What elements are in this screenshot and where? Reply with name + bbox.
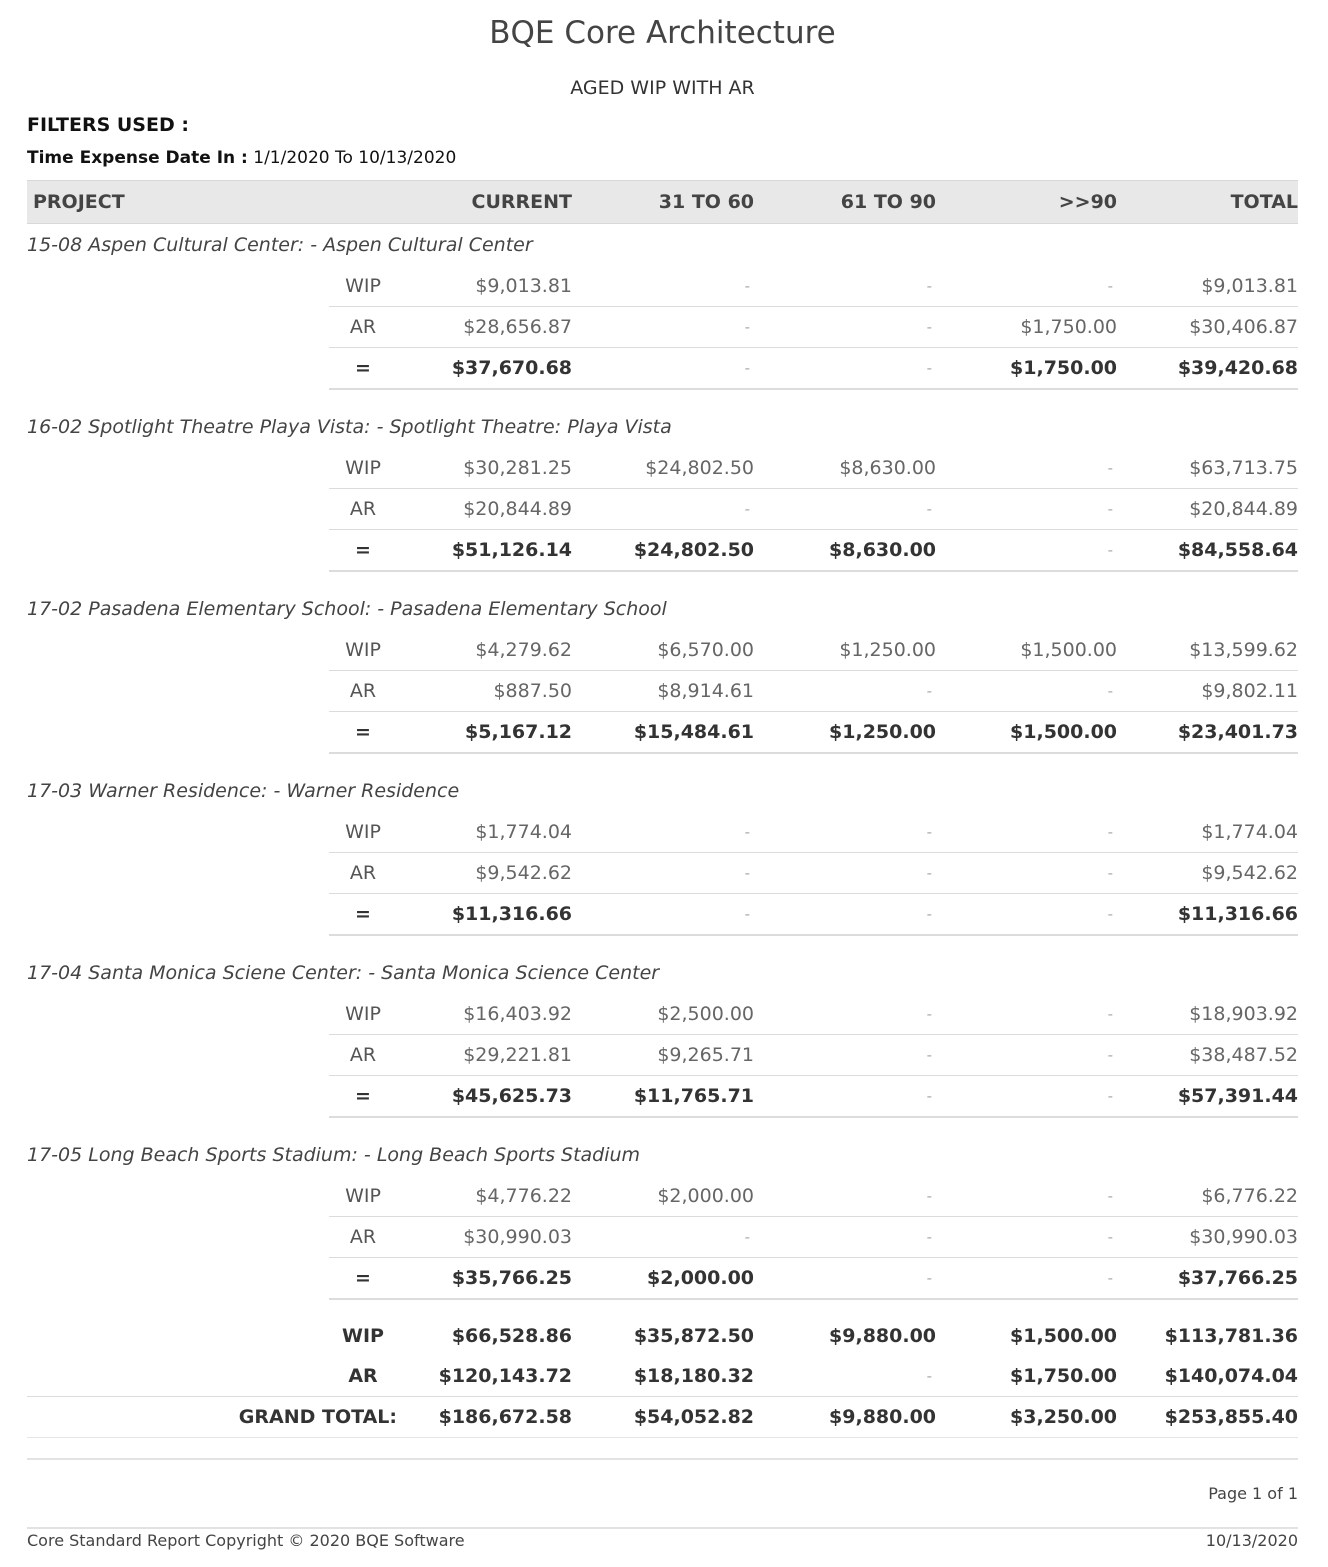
amount-cell: $23,401.73 bbox=[1117, 712, 1298, 754]
row-label: = bbox=[329, 348, 397, 390]
project-name[interactable]: 17-04 Santa Monica Sciene Center: - Santa Monica Science Center bbox=[27, 962, 660, 984]
amount-cell: - bbox=[936, 812, 1117, 853]
amount-cell: $20,844.89 bbox=[1117, 489, 1298, 530]
project-ar-row bbox=[27, 1217, 1298, 1258]
indent-cell bbox=[27, 671, 329, 712]
column-header[interactable]: PROJECT bbox=[27, 181, 397, 224]
amount-cell: - bbox=[936, 448, 1117, 489]
amount-cell: $9,013.81 bbox=[1117, 266, 1298, 307]
project-wip-row bbox=[27, 1176, 1298, 1217]
amount-cell: $30,281.25 bbox=[397, 448, 572, 489]
spacer-cell bbox=[27, 1117, 1298, 1134]
project-row bbox=[27, 1134, 1298, 1176]
project-name[interactable]: 17-02 Pasadena Elementary School: - Pasadena Elementary School bbox=[27, 598, 667, 620]
amount-cell: - bbox=[754, 307, 936, 348]
row-label: WIP bbox=[329, 812, 397, 853]
project-ar-row bbox=[27, 307, 1298, 348]
amount-cell: $8,914.61 bbox=[572, 671, 754, 712]
project-row bbox=[27, 952, 1298, 994]
amount-cell: - bbox=[754, 1258, 936, 1300]
grand-total-label: GRAND TOTAL: bbox=[27, 1397, 397, 1438]
total-wip-row bbox=[27, 1316, 1298, 1356]
amount-cell: $6,570.00 bbox=[572, 630, 754, 671]
indent-cell bbox=[27, 1035, 329, 1076]
group-spacer bbox=[27, 753, 1298, 770]
amount-cell: - bbox=[754, 853, 936, 894]
group-spacer bbox=[27, 571, 1298, 588]
report-body bbox=[27, 224, 1298, 1438]
row-label: AR bbox=[329, 1035, 397, 1076]
page-number: Page 1 of 1 bbox=[1208, 1484, 1298, 1503]
amount-cell: $16,403.92 bbox=[397, 994, 572, 1035]
amount-cell: $29,221.81 bbox=[397, 1035, 572, 1076]
amount-cell: - bbox=[936, 853, 1117, 894]
amount-cell: - bbox=[936, 894, 1117, 936]
total-ar-row bbox=[27, 1356, 1298, 1397]
amount-cell: - bbox=[936, 1176, 1117, 1217]
amount-cell: $38,487.52 bbox=[1117, 1035, 1298, 1076]
indent-cell bbox=[27, 307, 329, 348]
amount-cell: - bbox=[754, 894, 936, 936]
amount-cell: $84,558.64 bbox=[1117, 530, 1298, 572]
total-label: WIP bbox=[342, 1325, 384, 1347]
amount-cell: $1,774.04 bbox=[1117, 812, 1298, 853]
indent-cell bbox=[27, 812, 329, 853]
indent-cell bbox=[27, 1258, 329, 1300]
aged-wip-table bbox=[27, 180, 1298, 1438]
spacer-cell bbox=[27, 753, 1298, 770]
amount-cell: $11,765.71 bbox=[572, 1076, 754, 1118]
row-label: AR bbox=[329, 1217, 397, 1258]
amount-cell: $24,802.50 bbox=[572, 448, 754, 489]
row-label: WIP bbox=[329, 994, 397, 1035]
amount-cell: - bbox=[936, 530, 1117, 572]
amount-cell: $30,406.87 bbox=[1117, 307, 1298, 348]
amount-cell: - bbox=[572, 266, 754, 307]
amount-cell: $4,279.62 bbox=[397, 630, 572, 671]
column-header[interactable]: 31 TO 60 bbox=[572, 181, 754, 224]
amount-cell: - bbox=[936, 1076, 1117, 1118]
amount-cell: $9,802.11 bbox=[1117, 671, 1298, 712]
spacer-cell bbox=[27, 1299, 1298, 1316]
project-wip-row bbox=[27, 448, 1298, 489]
total-amount: $1,500.00 bbox=[1010, 1325, 1118, 1347]
amount-cell: - bbox=[754, 812, 936, 853]
group-spacer bbox=[27, 1299, 1298, 1316]
amount-cell: - bbox=[754, 671, 936, 712]
project-subtotal-row bbox=[27, 1258, 1298, 1300]
indent-cell bbox=[27, 994, 329, 1035]
row-label: AR bbox=[329, 671, 397, 712]
amount-cell: $4,776.22 bbox=[397, 1176, 572, 1217]
amount-cell: $1,250.00 bbox=[754, 630, 936, 671]
row-label: AR bbox=[329, 853, 397, 894]
spacer-cell bbox=[27, 571, 1298, 588]
indent-cell bbox=[27, 712, 329, 754]
amount-cell: $18,903.92 bbox=[1117, 994, 1298, 1035]
group-spacer bbox=[27, 1117, 1298, 1134]
amount-cell: $1,250.00 bbox=[754, 712, 936, 754]
amount-cell: $1,750.00 bbox=[936, 307, 1117, 348]
amount-cell: - bbox=[754, 348, 936, 390]
indent-cell bbox=[27, 1176, 329, 1217]
print-date: 10/13/2020 bbox=[1205, 1531, 1298, 1550]
row-label: = bbox=[329, 712, 397, 754]
row-label: = bbox=[329, 894, 397, 936]
project-row bbox=[27, 224, 1298, 267]
footer-divider bbox=[27, 1458, 1298, 1460]
indent-cell bbox=[27, 894, 329, 936]
amount-cell: - bbox=[754, 266, 936, 307]
indent-cell bbox=[27, 1316, 329, 1356]
row-label: WIP bbox=[329, 1176, 397, 1217]
amount-cell: $2,000.00 bbox=[572, 1176, 754, 1217]
grand-total-amount: $9,880.00 bbox=[754, 1397, 936, 1438]
amount-cell: - bbox=[754, 1076, 936, 1118]
amount-cell: $11,316.66 bbox=[397, 894, 572, 936]
amount-cell: - bbox=[754, 1176, 936, 1217]
amount-cell: - bbox=[754, 1035, 936, 1076]
row-label: = bbox=[329, 530, 397, 572]
amount-cell: $37,670.68 bbox=[397, 348, 572, 390]
amount-cell: $24,802.50 bbox=[572, 530, 754, 572]
amount-cell: $9,265.71 bbox=[572, 1035, 754, 1076]
amount-cell: - bbox=[572, 489, 754, 530]
project-subtotal-row bbox=[27, 894, 1298, 936]
amount-cell: $9,542.62 bbox=[1117, 853, 1298, 894]
amount-cell: $28,656.87 bbox=[397, 307, 572, 348]
amount-cell: - bbox=[936, 1258, 1117, 1300]
amount-cell: $9,542.62 bbox=[397, 853, 572, 894]
filter-label: Time Expense Date In : bbox=[27, 148, 248, 168]
total-label: AR bbox=[329, 1356, 397, 1397]
footer-divider bbox=[27, 1527, 1298, 1529]
indent-cell bbox=[27, 1217, 329, 1258]
company-name: BQE Core Architecture bbox=[489, 15, 836, 51]
column-header[interactable]: >>90 bbox=[936, 181, 1117, 224]
amount-cell: $15,484.61 bbox=[572, 712, 754, 754]
amount-cell: $51,126.14 bbox=[397, 530, 572, 572]
amount-cell: $1,500.00 bbox=[936, 630, 1117, 671]
indent-cell bbox=[27, 853, 329, 894]
amount-cell: - bbox=[572, 894, 754, 936]
amount-cell: - bbox=[572, 812, 754, 853]
amount-cell: $9,013.81 bbox=[397, 266, 572, 307]
indent-cell bbox=[27, 266, 329, 307]
amount-cell: $13,599.62 bbox=[1117, 630, 1298, 671]
total-amount: $120,143.72 bbox=[397, 1356, 572, 1397]
spacer-cell bbox=[27, 935, 1298, 952]
amount-cell: $1,500.00 bbox=[936, 712, 1117, 754]
amount-cell: $2,500.00 bbox=[572, 994, 754, 1035]
row-label: WIP bbox=[329, 630, 397, 671]
report-page bbox=[27, 0, 1298, 1438]
project-name[interactable]: 17-05 Long Beach Sports Stadium: - Long Beach Sports Stadium bbox=[27, 1144, 641, 1166]
amount-cell: $30,990.03 bbox=[1117, 1217, 1298, 1258]
indent-cell bbox=[27, 348, 329, 390]
group-spacer bbox=[27, 935, 1298, 952]
indent-cell bbox=[27, 489, 329, 530]
amount-cell: $20,844.89 bbox=[397, 489, 572, 530]
amount-cell: $5,167.12 bbox=[397, 712, 572, 754]
copyright-text: Core Standard Report Copyright © 2020 BQE Software bbox=[27, 1531, 465, 1550]
total-amount: $35,872.50 bbox=[633, 1325, 755, 1347]
project-row bbox=[27, 588, 1298, 630]
project-wip-row bbox=[27, 630, 1298, 671]
indent-cell bbox=[27, 448, 329, 489]
amount-cell: - bbox=[936, 1217, 1117, 1258]
amount-cell: $11,316.66 bbox=[1117, 894, 1298, 936]
filter-line bbox=[27, 146, 1298, 170]
total-amount: $9,880.00 bbox=[829, 1325, 937, 1347]
project-subtotal-row bbox=[27, 348, 1298, 390]
amount-cell: - bbox=[936, 1035, 1117, 1076]
grand-total-amount: $54,052.82 bbox=[572, 1397, 754, 1438]
grand-total-amount: $253,855.40 bbox=[1117, 1397, 1298, 1438]
row-label: WIP bbox=[329, 266, 397, 307]
project-wip-row bbox=[27, 266, 1298, 307]
group-spacer bbox=[27, 389, 1298, 406]
row-label: AR bbox=[329, 489, 397, 530]
project-row bbox=[27, 406, 1298, 448]
amount-cell: $2,000.00 bbox=[572, 1258, 754, 1300]
project-name[interactable]: 16-02 Spotlight Theatre Playa Vista: - Spotlight Theatre: Playa Vista bbox=[27, 416, 672, 438]
row-label: = bbox=[329, 1076, 397, 1118]
row-label: = bbox=[329, 1258, 397, 1300]
project-wip-row bbox=[27, 812, 1298, 853]
grand-total-amount: $3,250.00 bbox=[936, 1397, 1117, 1438]
amount-cell: $57,391.44 bbox=[1117, 1076, 1298, 1118]
amount-cell: - bbox=[572, 307, 754, 348]
amount-cell: $8,630.00 bbox=[754, 530, 936, 572]
amount-cell: $8,630.00 bbox=[754, 448, 936, 489]
amount-cell: - bbox=[754, 994, 936, 1035]
project-subtotal-row bbox=[27, 530, 1298, 572]
amount-cell: $887.50 bbox=[397, 671, 572, 712]
project-wip-row bbox=[27, 994, 1298, 1035]
amount-cell: $35,766.25 bbox=[397, 1258, 572, 1300]
amount-cell: - bbox=[936, 489, 1117, 530]
column-header[interactable]: CURRENT bbox=[397, 181, 572, 224]
project-ar-row bbox=[27, 489, 1298, 530]
filter-value: 1/1/2020 To 10/13/2020 bbox=[253, 148, 457, 168]
total-amount: $113,781.36 bbox=[1164, 1325, 1299, 1347]
amount-cell: $63,713.75 bbox=[1117, 448, 1298, 489]
amount-cell: - bbox=[936, 266, 1117, 307]
project-ar-row bbox=[27, 1035, 1298, 1076]
amount-cell: - bbox=[936, 671, 1117, 712]
project-name[interactable]: 17-03 Warner Residence: - Warner Residence bbox=[27, 780, 460, 802]
row-label: AR bbox=[329, 307, 397, 348]
row-label: WIP bbox=[329, 448, 397, 489]
amount-cell: - bbox=[754, 489, 936, 530]
grand-total-amount: $186,672.58 bbox=[397, 1397, 572, 1438]
indent-cell bbox=[27, 530, 329, 572]
total-amount: $1,750.00 bbox=[936, 1356, 1117, 1397]
amount-cell: - bbox=[572, 1217, 754, 1258]
amount-cell: $1,750.00 bbox=[936, 348, 1117, 390]
amount-cell: $37,766.25 bbox=[1117, 1258, 1298, 1300]
indent-cell bbox=[27, 1076, 329, 1118]
amount-cell: $30,990.03 bbox=[397, 1217, 572, 1258]
indent-cell bbox=[27, 1356, 329, 1397]
project-ar-row bbox=[27, 671, 1298, 712]
project-row bbox=[27, 770, 1298, 812]
total-amount: $18,180.32 bbox=[572, 1356, 754, 1397]
grand-total-row bbox=[27, 1397, 1298, 1438]
amount-cell: $6,776.22 bbox=[1117, 1176, 1298, 1217]
amount-cell: - bbox=[572, 348, 754, 390]
total-amount: $140,074.04 bbox=[1117, 1356, 1298, 1397]
spacer-cell bbox=[27, 389, 1298, 406]
table-header bbox=[27, 181, 1298, 224]
indent-cell bbox=[27, 630, 329, 671]
filters-heading: FILTERS USED : bbox=[27, 114, 189, 136]
amount-cell: $45,625.73 bbox=[397, 1076, 572, 1118]
project-ar-row bbox=[27, 853, 1298, 894]
amount-cell: - bbox=[936, 994, 1117, 1035]
amount-cell: $1,774.04 bbox=[397, 812, 572, 853]
column-header[interactable]: 61 TO 90 bbox=[754, 181, 936, 224]
project-subtotal-row bbox=[27, 1076, 1298, 1118]
project-name[interactable]: 15-08 Aspen Cultural Center: - Aspen Cultural Center bbox=[27, 234, 533, 256]
amount-cell: $39,420.68 bbox=[1117, 348, 1298, 390]
total-amount: $66,528.86 bbox=[451, 1325, 573, 1347]
column-header[interactable]: TOTAL bbox=[1117, 181, 1298, 224]
project-subtotal-row bbox=[27, 712, 1298, 754]
total-amount: - bbox=[754, 1356, 936, 1397]
amount-cell: - bbox=[572, 853, 754, 894]
report-title: AGED WIP WITH AR bbox=[570, 77, 755, 99]
amount-cell: - bbox=[754, 1217, 936, 1258]
